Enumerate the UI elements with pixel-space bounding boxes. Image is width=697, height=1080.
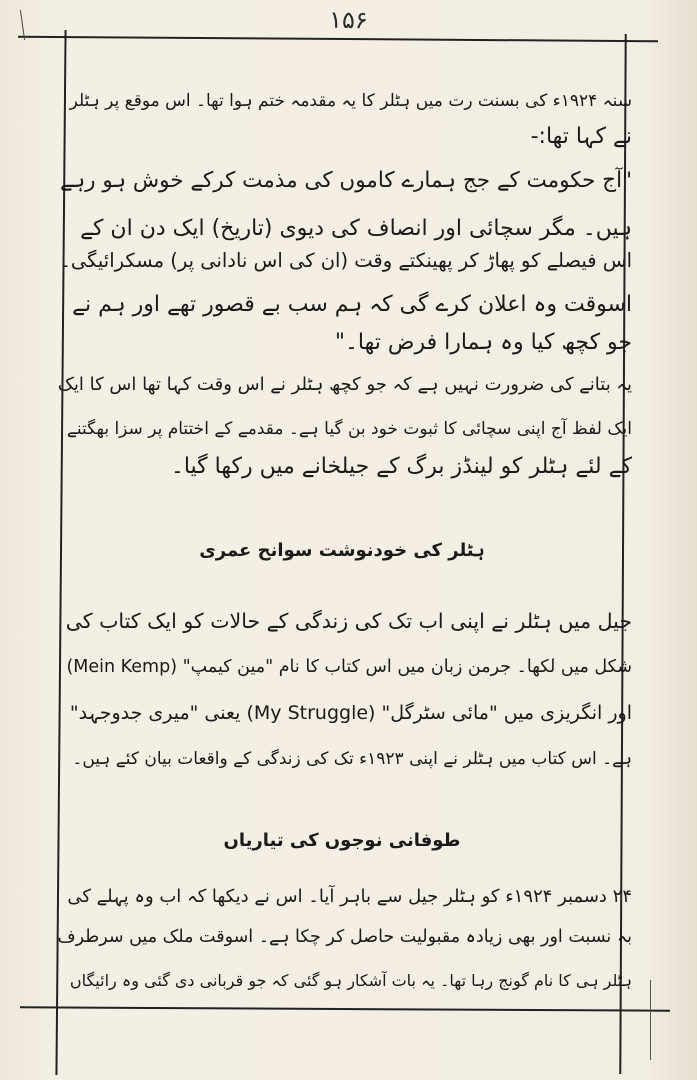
paragraph-4-line: بہ نسبت اور بھی زیادہ مقبولیت حاصل کر چکا ہے۔ اسوقت ملک میں سرطرف [57, 927, 632, 947]
paragraph-3-line: شکل میں لکھا۔ جرمن زبان میں اس کتاب کا نام "مین کیمپ" (Mein Kemp) [66, 657, 632, 677]
paragraph-2-line: کے لئے ہٹلر کو لینڈز برگ کے جیلخانے میں رکھا گیا۔ [170, 454, 632, 479]
quote-line: اسوقت وہ اعلان کرے گی کہ ہم سب بے قصور تھے اور ہم نے [72, 292, 632, 317]
paragraph-3-line: جیل میں ہٹلر نے اپنی اب تک کی زندگی کے حالات کو ایک کتاب کی [65, 609, 632, 633]
page-number: ۱۵۶ [328, 5, 369, 35]
paragraph-1-line: نے کہا تھا:- [530, 124, 632, 149]
frame-right-outer-rule [650, 980, 651, 1060]
quote-line: اس فیصلے کو پھاڑ کر پھینکتے وقت (ان کی اس نادانی پر) مسکرائیگی۔ [59, 249, 632, 272]
paragraph-2-line: ایک لفظ آج اپنی سچائی کا ثبوت خود بن گیا ہے۔ مقدمے کے اختتام پر سزا بھگتنے [66, 419, 632, 439]
paragraph-3-line: ہے۔ اس کتاب میں ہٹلر نے اپنی ۱۹۲۳ء تک کی زندگی کے واقعات بیان کئے ہیں۔ [72, 749, 632, 769]
quote-line: "آج حکومت کے جج ہمارے کاموں کی مذمت کرکے خوش ہو رہے [59, 168, 632, 193]
paragraph-4-line: ۲۴ دسمبر ۱۹۲۴ء کو ہٹلر جیل سے باہر آیا۔ اس نے دیکھا کہ اب وہ پہلے کی [67, 886, 632, 907]
frame-bottom-rule [20, 1006, 670, 1011]
paragraph-2-line: یہ بتانے کی ضرورت نہیں ہے کہ جو کچھ ہٹلر نے اس وقت کہا تھا اس کا ایک [57, 374, 632, 395]
quote-line: ہیں۔ مگر سچائی اور انصاف کی دیوی (تاریخ) ایک دن ان کے [80, 216, 632, 241]
quote-line: جو کچھ کیا وہ ہمارا فرض تھا۔" [334, 330, 632, 355]
paragraph-4-line: ہٹلر ہی کا نام گونج رہا تھا۔ یہ بات آشکار ہو گئی کہ جو قربانی دی گئی وہ رائیگاں [69, 971, 632, 990]
paragraph-3-line: اور انگریزی میں "مائی سٹرگل" (My Struggle) یعنی "میری جدوجہد" [69, 702, 632, 724]
paragraph-1-line: سنہ ۱۹۲۴ء کی بسنت رت میں ہٹلر کا یہ مقدمہ ختم ہوا تھا۔ اس موقع پر ہٹلر [69, 91, 632, 111]
section-heading-autobiography: ہٹلر کی خودنوشت سوانح عمری [199, 540, 485, 561]
section-heading-storm-troopers: طوفانی نوجوں کی تیاریاں [223, 830, 461, 851]
